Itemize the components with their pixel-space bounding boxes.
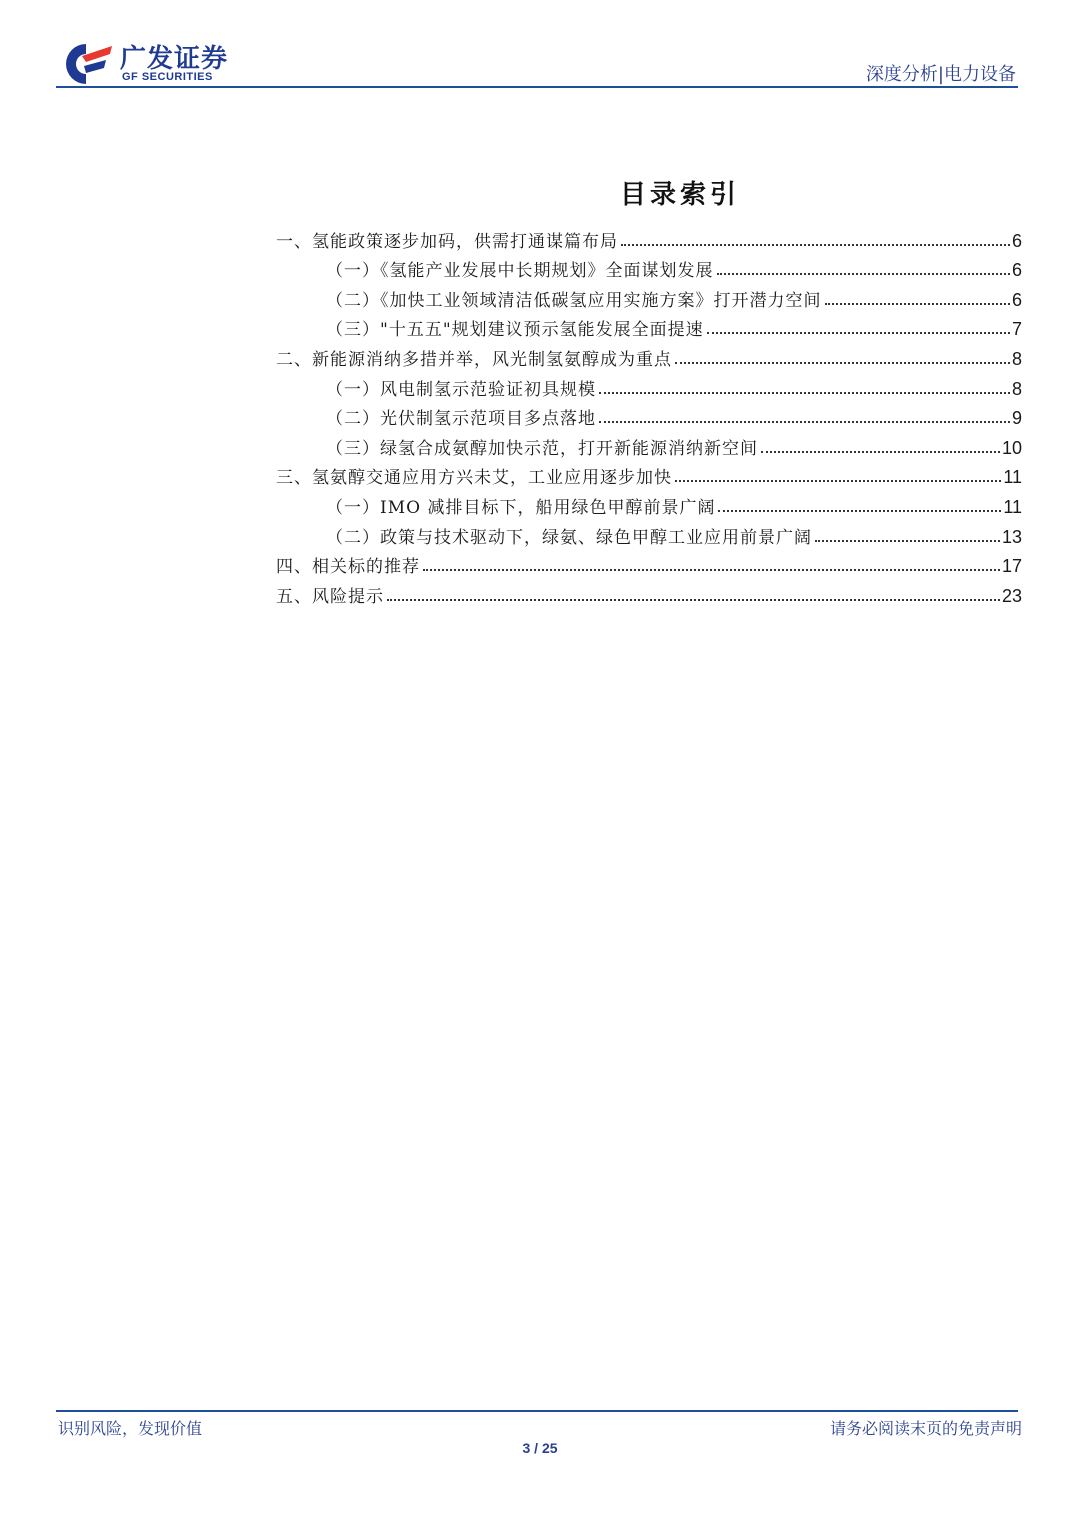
toc-entry-page: 8	[1011, 378, 1022, 399]
toc-leader-dots	[717, 273, 1010, 275]
toc-entry[interactable]	[276, 459, 1022, 489]
toc-entry[interactable]	[276, 340, 1022, 370]
toc-entry-text: （一）风电制氢示范验证初具规模	[326, 379, 596, 400]
report-category: 深度分析|电力设备	[865, 64, 1016, 85]
page-header	[56, 36, 1018, 88]
toc-entry-page: 6	[1011, 289, 1022, 310]
toc-list	[276, 222, 1022, 607]
toc-entry[interactable]	[276, 577, 1022, 607]
toc-entry-page: 6	[1011, 260, 1022, 281]
toc-entry-page: 10	[1001, 437, 1022, 458]
page-number: 3 / 25	[522, 1440, 558, 1456]
toc-entry[interactable]	[276, 311, 1022, 341]
toc-entry[interactable]	[276, 518, 1022, 548]
toc-leader-dots	[599, 392, 1010, 394]
toc-entry-text: 四、相关标的推荐	[276, 557, 420, 578]
toc-leader-dots	[621, 244, 1010, 246]
toc-entry-page: 7	[1011, 319, 1022, 340]
footer-slogan: 识别风险，发现价值	[58, 1419, 203, 1438]
toc-entry-page: 17	[1001, 556, 1022, 577]
toc-entry-text: （二）政策与技术驱动下，绿氨、绿色甲醇工业应用前景广阔	[326, 527, 812, 548]
toc-leader-dots	[707, 332, 1010, 334]
toc-entry-text: 一、氢能政策逐步加码，供需打通谋篇布局	[276, 231, 618, 252]
toc-leader-dots	[675, 480, 1001, 482]
toc-entry[interactable]	[276, 281, 1022, 311]
gf-logo-icon	[56, 40, 116, 88]
toc-title: 目录索引	[619, 180, 740, 210]
toc-entry-text: （一）IMO 减排目标下，船用绿色甲醇前景广阔	[326, 497, 716, 518]
footer-divider	[56, 1410, 1018, 1412]
toc-entry-text: 二、新能源消纳多措并举，风光制氢氨醇成为重点	[276, 349, 672, 370]
toc-entry-page: 23	[1001, 585, 1022, 606]
toc-entry-page: 8	[1011, 348, 1022, 369]
footer-disclaimer-note: 请务必阅读末页的免责声明	[829, 1419, 1022, 1438]
toc-entry-text: 三、氢氨醇交通应用方兴未艾，工业应用逐步加快	[276, 468, 672, 489]
toc-entry[interactable]	[276, 222, 1022, 252]
toc-entry-text: （三）"十五五"规划建议预示氢能发展全面提速	[326, 320, 704, 341]
toc-leader-dots	[825, 303, 1010, 305]
toc-leader-dots	[815, 540, 1000, 542]
toc-entry[interactable]	[276, 252, 1022, 282]
header-divider	[56, 86, 1018, 88]
toc-entry-text: （二）《加快工业领域清洁低碳氢应用实施方案》打开潜力空间	[326, 290, 822, 311]
toc-entry-page: 11	[1003, 467, 1022, 488]
toc-entry-page: 6	[1011, 230, 1022, 251]
toc-entry[interactable]	[276, 488, 1022, 518]
toc-entry-text: （三）绿氢合成氨醇加快示范，打开新能源消纳新空间	[326, 438, 758, 459]
toc-entry-text: （一）《氢能产业发展中长期规划》全面谋划发展	[326, 261, 714, 282]
toc-leader-dots	[718, 510, 1001, 512]
toc-entry[interactable]	[276, 400, 1022, 430]
toc-entry[interactable]	[276, 548, 1022, 578]
toc-entry-page: 13	[1001, 526, 1022, 547]
toc-entry-text: （二）光伏制氢示范项目多点落地	[326, 409, 596, 430]
toc-entry[interactable]	[276, 429, 1022, 459]
toc-entry-page: 11	[1003, 496, 1022, 517]
toc-leader-dots	[423, 569, 1000, 571]
toc-entry-text: 五、风险提示	[276, 586, 384, 607]
toc-leader-dots	[761, 451, 1000, 453]
toc-entry-page: 9	[1011, 408, 1022, 429]
toc-leader-dots	[599, 421, 1010, 423]
toc-leader-dots	[387, 599, 1000, 601]
brand-name-en: GF SECURITIES	[122, 71, 213, 83]
brand-name-cn: 广发证券	[120, 44, 229, 74]
toc-entry[interactable]	[276, 370, 1022, 400]
toc-leader-dots	[675, 362, 1010, 364]
